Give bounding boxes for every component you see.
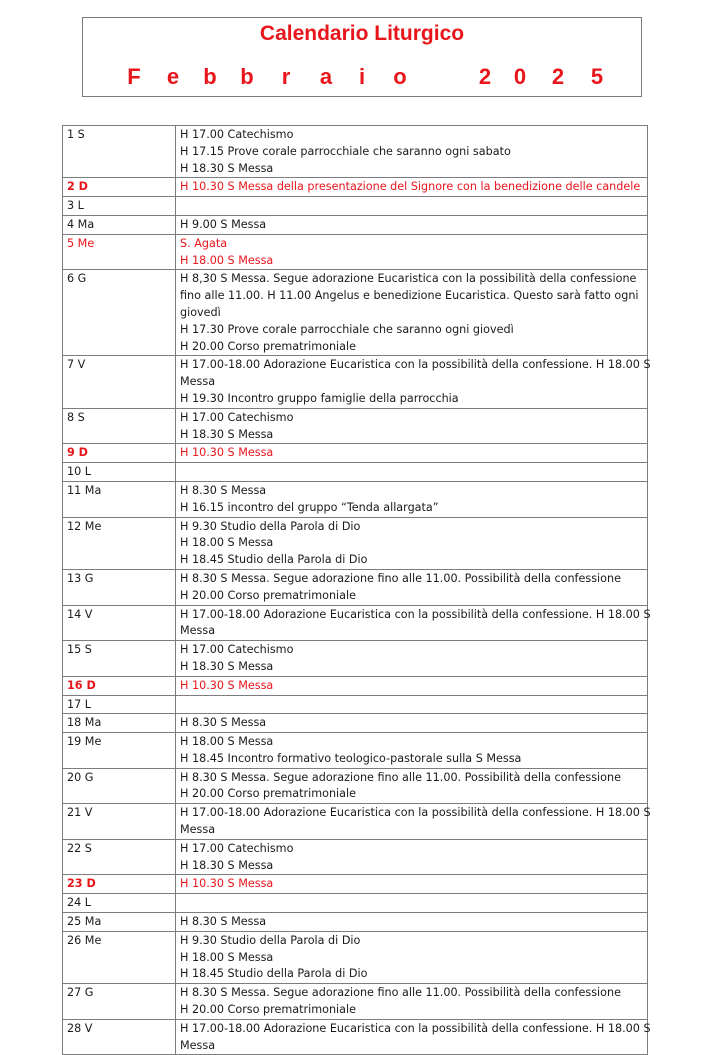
day-cell: 8 S: [63, 408, 176, 444]
calendar-row: [63, 641, 648, 677]
day-cell: 7 V: [63, 356, 176, 408]
calendar-row: [63, 126, 648, 178]
day-cell: 28 V: [63, 1019, 176, 1055]
event-line: H 8.30 S Messa. Segue adorazione fino alle 11.00. Possibilità della confessione: [180, 986, 621, 1000]
event-line: Messa: [180, 375, 216, 389]
day-cell: 25 Ma: [63, 913, 176, 932]
day-cell: 12 Me: [63, 517, 176, 569]
day-cell: 19 Me: [63, 733, 176, 769]
events-cell: [176, 894, 648, 913]
event-line: H 17.15 Prove corale parrocchiale che saranno ogni sabato: [180, 144, 511, 158]
event-line: H 18.00 S Messa: [180, 536, 274, 550]
month-letter: o: [393, 64, 407, 89]
calendar-row: [63, 913, 648, 932]
day-cell: 24 L: [63, 894, 176, 913]
event-line: H 10.30 S Messa della presentazione del Signore con la benedizione delle candele: [180, 180, 641, 194]
day-cell: 23 D: [63, 875, 176, 894]
event-line: H 17.00 Catechismo: [180, 128, 294, 141]
month-letter: b: [240, 64, 254, 89]
month-letter: 2: [551, 64, 565, 89]
calendar-row: [63, 215, 648, 234]
empty-line: [180, 697, 643, 714]
event-line: H 8.30 S Messa. Segue adorazione fino alle 11.00. Possibilità della confessione: [180, 571, 621, 585]
day-cell: 15 S: [63, 641, 176, 677]
event-line: H 9.30 Studio della Parola di Dio: [180, 933, 361, 947]
calendar-row: [63, 569, 648, 605]
day-cell: 6 G: [63, 270, 176, 356]
event-line: H 18.30 S Messa: [180, 161, 274, 175]
month-letter: a: [319, 64, 333, 89]
page-title: Calendario Liturgico: [259, 22, 465, 45]
month-letter: i: [358, 64, 366, 89]
calendar-row: [63, 768, 648, 804]
calendar-table: [62, 125, 651, 1055]
events-cell: [176, 984, 648, 1020]
event-line: H 8.30 S Messa. Segue adorazione fino alle 11.00. Possibilità della confessione: [180, 770, 621, 784]
calendar-row: [63, 839, 648, 875]
day-cell: 13 G: [63, 569, 176, 605]
event-line: giovedì: [180, 305, 221, 319]
calendar-row: [63, 234, 648, 270]
events-cell: [176, 913, 648, 932]
event-line: fino alle 11.00. H 11.00 Angelus e benedizione Eucaristica. Questo sarà fatto ogni: [180, 289, 639, 303]
day-cell: 4 Ma: [63, 215, 176, 234]
events-cell: [176, 444, 648, 463]
month-letter: b: [203, 64, 217, 89]
events-cell: [176, 408, 648, 444]
events-cell: [176, 234, 648, 270]
event-line: H 20.00 Corso prematrimoniale: [180, 1003, 357, 1017]
calendar-row: [63, 714, 648, 733]
event-line: H 17.00 Catechismo: [180, 841, 294, 855]
events-cell: [176, 481, 648, 517]
event-line: H 18.30 S Messa: [180, 858, 274, 872]
events-cell: [176, 569, 648, 605]
day-cell: 27 G: [63, 984, 176, 1020]
event-line: S. Agata: [180, 236, 228, 250]
events-cell: [176, 641, 648, 677]
day-cell: 26 Me: [63, 931, 176, 983]
event-line: H 10.30 S Messa: [180, 678, 274, 692]
day-cell: 21 V: [63, 804, 176, 840]
month-letter: r: [281, 64, 291, 89]
event-line: Messa: [180, 1038, 216, 1052]
events-cell: [176, 197, 648, 216]
events-cell: [176, 270, 648, 356]
events-cell: [176, 875, 648, 894]
events-cell: [176, 714, 648, 733]
event-line: H 20.00 Corso prematrimoniale: [180, 787, 357, 801]
event-line: H 20.00 Corso prematrimoniale: [180, 588, 357, 602]
day-cell: 20 G: [63, 768, 176, 804]
events-cell: [176, 804, 651, 840]
event-line: H 10.30 S Messa: [180, 877, 274, 891]
calendar-row: [63, 605, 648, 641]
events-cell: [176, 733, 648, 769]
events-cell: [176, 215, 648, 234]
event-line: H 17.00-18.00 Adorazione Eucaristica con la possibilità della confessione. H 18.00 S: [180, 358, 651, 372]
event-line: H 18.45 Studio della Parola di Dio: [180, 553, 368, 567]
calendar-row: [63, 676, 648, 695]
events-cell: [176, 695, 648, 714]
events-cell: [176, 931, 648, 983]
month-letter: F: [127, 64, 141, 89]
event-line: H 9.30 Studio della Parola di Dio: [180, 519, 361, 533]
event-line: H 18.30 S Messa: [180, 427, 274, 441]
empty-line: [180, 895, 643, 912]
day-cell: 14 V: [63, 605, 176, 641]
event-line: H 17.00-18.00 Adorazione Eucaristica con la possibilità della confessione. H 18.00 S: [180, 1021, 651, 1035]
events-cell: [176, 839, 648, 875]
event-line: H 18.45 Studio della Parola di Dio: [180, 967, 368, 981]
day-cell: 10 L: [63, 463, 176, 482]
event-line: H 8.30 S Messa: [180, 915, 267, 929]
day-cell: 3 L: [63, 197, 176, 216]
month-year-heading: [83, 62, 641, 92]
empty-line: [180, 198, 643, 215]
event-line: H 17.00-18.00 Adorazione Eucaristica con la possibilità della confessione. H 18.00 S: [180, 806, 651, 820]
event-line: Messa: [180, 823, 216, 837]
event-line: H 10.30 S Messa: [180, 446, 274, 460]
events-cell: [176, 605, 651, 641]
calendar-row: [63, 356, 648, 408]
calendar-row: [63, 875, 648, 894]
day-cell: 16 D: [63, 676, 176, 695]
calendar-row: [63, 408, 648, 444]
month-letter: e: [166, 64, 180, 89]
day-cell: 11 Ma: [63, 481, 176, 517]
event-line: H 18.00 S Messa: [180, 735, 274, 749]
event-line: H 9.00 S Messa: [180, 217, 267, 231]
events-cell: [176, 768, 648, 804]
month-letter: 5: [590, 64, 604, 89]
event-line: H 8.30 S Messa: [180, 483, 267, 497]
calendar-row: [63, 733, 648, 769]
calendar-row: [63, 444, 648, 463]
event-line: H 18.00 S Messa: [180, 253, 274, 267]
month-letter: 0: [513, 64, 527, 89]
event-line: H 8.30 S Messa: [180, 716, 267, 730]
day-cell: 22 S: [63, 839, 176, 875]
calendar-row: [63, 695, 648, 714]
calendar-row: [63, 270, 648, 356]
day-cell: 17 L: [63, 695, 176, 714]
calendar-row: [63, 1019, 648, 1055]
day-cell: 5 Me: [63, 234, 176, 270]
event-line: H 8,30 S Messa. Segue adorazione Eucaristica con la possibilità della confessione: [180, 272, 637, 286]
events-cell: [176, 126, 648, 178]
day-cell: 2 D: [63, 178, 176, 197]
event-line: H 16.15 incontro del gruppo “Tenda allargata”: [180, 500, 439, 514]
event-line: H 17.30 Prove corale parrocchiale che saranno ogni giovedì: [180, 322, 514, 336]
calendar-row: [63, 804, 648, 840]
calendar-row: [63, 197, 648, 216]
calendar-row: [63, 178, 648, 197]
event-line: H 18.00 S Messa: [180, 950, 274, 964]
events-cell: [176, 356, 651, 408]
event-line: H 17.00 Catechismo: [180, 410, 294, 424]
events-cell: [176, 676, 648, 695]
calendar-row: [63, 463, 648, 482]
event-line: Messa: [180, 624, 216, 638]
empty-line: [180, 464, 643, 481]
day-cell: 1 S: [63, 126, 176, 178]
calendar-row: [63, 894, 648, 913]
events-cell: [176, 463, 648, 482]
event-line: H 17.00 Catechismo: [180, 643, 294, 657]
event-line: H 18.45 Incontro formativo teologico-pastorale sulla S Messa: [180, 751, 522, 765]
month-letter: 2: [478, 64, 492, 89]
event-line: H 20.00 Corso prematrimoniale: [180, 339, 357, 353]
event-line: H 17.00-18.00 Adorazione Eucaristica con la possibilità della confessione. H 18.00 S: [180, 607, 651, 621]
calendar-row: [63, 984, 648, 1020]
day-cell: 9 D: [63, 444, 176, 463]
events-cell: [176, 517, 648, 569]
calendar-row: [63, 481, 648, 517]
day-cell: 18 Ma: [63, 714, 176, 733]
calendar-row: [63, 931, 648, 983]
events-cell: [176, 178, 648, 197]
header-box: [82, 17, 642, 97]
events-cell: [176, 1019, 651, 1055]
event-line: H 19.30 Incontro gruppo famiglie della parrocchia: [180, 391, 459, 405]
event-line: H 18.30 S Messa: [180, 659, 274, 673]
calendar-row: [63, 517, 648, 569]
